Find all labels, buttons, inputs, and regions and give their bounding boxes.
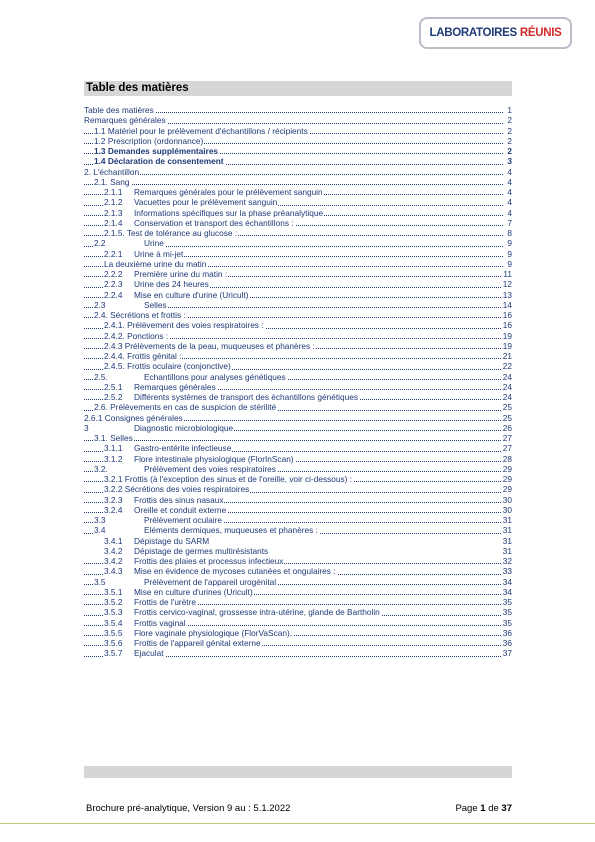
laboratoires-reunis-logo <box>419 17 572 49</box>
toc-entry-page: 19 <box>502 340 512 351</box>
toc-entry-number: 3.5 <box>94 576 106 587</box>
toc-leader-dots <box>84 440 503 441</box>
toc-entry-label <box>104 290 250 300</box>
toc-entry-page: 31 <box>502 525 512 536</box>
toc-entry-text: 2. L'échantillon <box>84 166 140 177</box>
toc-entry-page: 9 <box>507 248 512 259</box>
toc-entry-text: 2.6. Prélèvements en cas de suspicion de stérilité <box>94 402 277 413</box>
toc-entry[interactable] <box>84 300 512 310</box>
toc-entry-label <box>104 474 353 484</box>
toc-entry[interactable] <box>84 269 512 279</box>
toc-entry[interactable] <box>84 638 512 648</box>
toc-entry-page: 22 <box>502 361 512 372</box>
toc-title: Table des matières <box>86 82 189 94</box>
toc-entry-text: Frottis cervico-vaginal, grossesse intra-utérine, glande de Bartholin <box>134 607 380 618</box>
toc-entry-text: Première urine du matin : <box>134 269 228 279</box>
toc-entry-page: 14 <box>502 299 512 310</box>
toc-entry-text: Urine <box>144 238 164 249</box>
toc-entry[interactable] <box>84 351 512 361</box>
toc-entry-label <box>104 607 381 617</box>
toc-entry-page: 1 <box>507 105 512 115</box>
toc-entry-page: 29 <box>502 474 512 484</box>
toc-entry-page: 32 <box>502 556 512 566</box>
toc-entry-text: Mise en culture d'urines (Uricult) <box>134 586 253 597</box>
toc-entry-number: 2.5. <box>94 371 108 382</box>
toc-entry-label <box>104 351 182 361</box>
toc-entry-number: 3.4.2 <box>104 545 123 556</box>
toc-entry-text: 1.4 Déclaration de consentement <box>94 156 224 167</box>
toc-entry-page: 3 <box>507 156 512 167</box>
toc-entry-text: Prélèvement de l'appareil urogénital <box>144 576 277 587</box>
toc-entry-page: 11 <box>503 269 512 279</box>
toc-entry[interactable] <box>84 177 512 187</box>
toc-entry-label <box>94 177 131 187</box>
toc-entry-page: 35 <box>502 617 512 628</box>
toc-entry-text: 3.1. Selles <box>94 433 133 443</box>
toc-entry[interactable] <box>84 474 512 484</box>
footer-bar <box>84 766 512 778</box>
toc-entry-label <box>104 259 207 269</box>
toc-entry-text: Prélèvement oculaire <box>144 515 222 525</box>
toc-entry-text: 2.4.5. Frottis oculaire (conjonctive) <box>104 361 231 372</box>
toc-entry-label <box>104 566 337 576</box>
bottom-rule <box>0 823 595 824</box>
toc-entry-label <box>104 279 210 289</box>
toc-entry[interactable] <box>84 126 512 136</box>
toc-entry-number: 2.2.2 <box>104 269 123 279</box>
toc-entry[interactable] <box>84 136 512 146</box>
toc-entry-text: Mise en culture d'urine (Uricult) <box>134 289 249 300</box>
toc-entry-label <box>104 618 187 628</box>
toc-entry[interactable] <box>84 484 512 494</box>
toc-entry[interactable] <box>84 577 512 587</box>
toc-entry-number: 3.5.6 <box>104 638 123 648</box>
toc-entry-number: 3.4 <box>94 525 106 536</box>
toc-title-bar <box>84 81 512 96</box>
toc-entry-label <box>104 269 228 279</box>
toc-entry-number: 2.5.1 <box>104 381 123 392</box>
toc-entry[interactable] <box>84 156 512 166</box>
toc-entry-page: 13 <box>502 289 512 300</box>
toc-entry[interactable] <box>84 105 512 115</box>
toc-entry-page: 28 <box>502 453 512 464</box>
toc-entry[interactable] <box>84 372 512 382</box>
toc-entry-label <box>104 208 324 218</box>
toc-entry-text: Ejaculat <box>134 648 164 659</box>
toc-entry-label <box>104 228 238 238</box>
toc-entry-text: Remarques générales pour le prélèvement sanguin <box>134 187 323 197</box>
toc-entry[interactable] <box>84 525 512 535</box>
toc-entry-text: 2.6.1 Consignes générales <box>84 412 183 423</box>
toc-entry-text: Informations spécifiques sur la phase préanalytique <box>134 207 324 218</box>
toc-entry-label <box>104 546 269 556</box>
toc-entry[interactable] <box>84 402 512 412</box>
toc-entry-number: 3.5.4 <box>104 617 123 628</box>
toc-entry-number: 3.2.3 <box>104 494 123 505</box>
toc-entry[interactable] <box>84 167 512 177</box>
toc-entry[interactable] <box>84 249 512 259</box>
toc-entry-text: Prélèvement des voies respiratoires <box>144 463 276 474</box>
toc-leader-dots <box>84 174 503 175</box>
toc-entry[interactable] <box>84 515 512 525</box>
toc-entry-text: Frottis des sinus nasaux <box>134 494 224 505</box>
toc-entry-page: 21 <box>502 351 512 361</box>
toc-entry-text: Flore intestinale physiologique (FlorInScan) <box>134 453 294 464</box>
toc-entry-number: 3.4.1 <box>104 535 123 546</box>
toc-entry-page: 33 <box>502 566 512 577</box>
toc-entry-page: 4 <box>507 207 512 218</box>
toc-entry-text: 2.4.3 Prélèvements de la peau, muqueuses et phanères : <box>104 340 315 351</box>
toc-entry[interactable] <box>84 197 512 207</box>
toc-entry-number: 2.1.1 <box>104 187 123 197</box>
toc-entry-label <box>94 136 204 146</box>
toc-entry[interactable] <box>84 115 512 125</box>
toc-entry-page: 4 <box>507 197 512 208</box>
toc-entry-page: 9 <box>507 238 512 249</box>
toc-entry-text: Dépistage du SARM <box>134 535 210 546</box>
toc-entry-text: Flore vaginale physiologique (FlorVaScan). <box>134 627 293 638</box>
toc-entry-text: La deuxième urine du matin <box>104 258 207 269</box>
toc-entry-text: Urine des 24 heures <box>134 279 209 290</box>
toc-entry-page: 16 <box>502 310 512 320</box>
toc-entry-page: 36 <box>502 638 512 648</box>
toc-entry[interactable] <box>84 556 512 566</box>
toc-entry-page: 2 <box>507 115 512 126</box>
toc-entry-text: 1.3 Demandes supplémentaires <box>94 146 219 156</box>
toc-entry-label <box>104 331 169 341</box>
toc-entry[interactable] <box>84 587 512 597</box>
toc-entry[interactable] <box>84 146 512 156</box>
toc-entry-text: 1.1 Matériel pour le prélèvement d'échantillons / récipients <box>94 125 308 136</box>
toc-entry-label <box>104 218 295 228</box>
toc-entry-text: Dépistage de germes multirésistants <box>134 545 269 556</box>
toc-entry[interactable] <box>84 290 512 300</box>
toc-entry-label <box>104 454 295 464</box>
toc-entry[interactable] <box>84 341 512 351</box>
toc-entry-number: 2.2.1 <box>104 248 123 259</box>
toc-entry-label <box>104 249 184 259</box>
toc-entry[interactable] <box>84 454 512 464</box>
toc-entry[interactable] <box>84 464 512 474</box>
toc-entry[interactable] <box>84 187 512 197</box>
toc-entry-text: Diagnostic microbiologique <box>134 422 234 433</box>
toc-entry-page: 29 <box>502 463 512 474</box>
footer-page-word: Page <box>455 803 478 814</box>
toc-entry-page: 30 <box>502 504 512 515</box>
footer-of-word: de <box>488 803 499 814</box>
toc-entry-label <box>84 105 155 115</box>
toc-entry-page: 4 <box>507 176 512 187</box>
toc-entry-number: 2.2.4 <box>104 289 123 300</box>
toc-entry-label <box>94 402 277 412</box>
toc-entry[interactable] <box>84 628 512 638</box>
toc-entry-label <box>104 320 265 330</box>
toc-entry-text: 2.4.4. Frottis génital : <box>104 351 182 361</box>
toc-entry-page: 35 <box>502 607 512 618</box>
toc-entry-number: 2.1.2 <box>104 197 123 208</box>
toc-entry[interactable] <box>84 566 512 576</box>
toc-entry-number: 2.5.2 <box>104 392 123 402</box>
toc-entry-text: 2.1. Sang <box>94 176 130 187</box>
footer-page-number <box>455 803 512 814</box>
toc-entry-label <box>104 361 232 371</box>
toc-entry[interactable] <box>84 382 512 392</box>
toc-entry-label <box>94 372 287 382</box>
toc-entry-label <box>94 300 168 310</box>
toc-entry-label <box>104 392 359 402</box>
toc-entry-label <box>104 638 262 648</box>
toc-entry[interactable] <box>84 433 512 443</box>
toc-entry-page: 35 <box>502 597 512 607</box>
toc-entry-page: 31 <box>502 545 512 556</box>
toc-entry[interactable] <box>84 218 512 228</box>
toc-entry-number: 2.2 <box>94 238 106 249</box>
toc-entry[interactable] <box>84 259 512 269</box>
toc-entry[interactable] <box>84 310 512 320</box>
toc-entry-label <box>94 515 223 525</box>
toc-entry-page: 12 <box>502 279 512 290</box>
toc-entry-page: 16 <box>502 320 512 331</box>
toc-entry-page: 8 <box>507 228 512 238</box>
toc-entry[interactable] <box>84 443 512 453</box>
toc-entry-number: 3.4.2 <box>104 556 123 566</box>
toc-entry-text: Remarques générales <box>134 381 216 392</box>
toc-entry-label <box>94 310 187 320</box>
toc-entry-label <box>104 628 293 638</box>
logo-part2: RÉUNIS <box>519 27 562 39</box>
toc-entry-label <box>94 464 277 474</box>
toc-entry-label <box>104 597 197 607</box>
toc-entry-number: 3.5.5 <box>104 627 123 638</box>
toc-entry-number: 3.3 <box>94 515 106 525</box>
toc-entry-text: Vacuettes pour le prélèvement sanguin <box>134 197 278 208</box>
toc-entry-page: 7 <box>507 217 512 228</box>
toc-entry-text: 2.4.2. Ponctions : <box>104 330 169 341</box>
toc-entry-label <box>84 167 140 177</box>
toc-entry-page: 26 <box>502 422 512 433</box>
toc-entry-text: Remarques générales <box>84 115 166 126</box>
toc-entry-page: 37 <box>502 648 512 659</box>
toc-entry[interactable] <box>84 536 512 546</box>
toc-entry-text: Conservation et transport des échantillons : <box>134 217 294 228</box>
toc-entry-page: 24 <box>502 381 512 392</box>
toc-entry[interactable] <box>84 208 512 218</box>
toc-entry-text: Mise en évidence de mycoses cutanées et ongulaires : <box>134 566 336 577</box>
toc-entry-label <box>84 423 234 433</box>
toc-entry-text: Frottis de l'urètre <box>134 597 196 607</box>
toc-entry-text: Echantillons pour analyses génétiques <box>144 371 286 382</box>
toc-entry-text: 2.4. Sécrétions et frottis : <box>94 310 186 320</box>
toc-entry-label <box>94 146 219 156</box>
toc-entry-number: 3.5.3 <box>104 607 123 618</box>
toc-entry-label <box>104 443 232 453</box>
toc-entry-label <box>94 525 319 535</box>
toc-entry[interactable] <box>84 361 512 371</box>
toc-entry-page: 24 <box>502 392 512 402</box>
toc-entry-text: Frottis vaginal <box>134 617 186 628</box>
toc-entry-page: 27 <box>502 433 512 443</box>
toc-entry-number: 3.5.7 <box>104 648 123 659</box>
toc-entry[interactable] <box>84 279 512 289</box>
toc-entry-label <box>104 536 210 546</box>
toc-entry-text: 3.2.1 Frottis (à l'exception des sinus et de l'oreille, voir ci-dessous) : <box>104 474 353 484</box>
toc-entry[interactable] <box>84 648 512 658</box>
toc-entry[interactable] <box>84 597 512 607</box>
toc-entry-text: Selles <box>144 299 167 310</box>
toc-entry-label <box>104 187 324 197</box>
toc-entry-text: 2.4.1. Prélèvement des voies respiratoires : <box>104 320 264 331</box>
toc-entry-number: 3.1.2 <box>104 453 123 464</box>
toc-entry-label <box>84 115 167 125</box>
toc-entry-text: Oreille et conduit externe <box>134 504 227 515</box>
toc-entry-label <box>94 156 225 166</box>
toc-entry[interactable] <box>84 392 512 402</box>
table-of-contents <box>84 105 512 659</box>
toc-entry-text: Table des matières <box>84 105 154 115</box>
toc-entry-label <box>94 577 277 587</box>
footer-document-version: Brochure pré-analytique, Version 9 au : 5.1.2022 <box>86 803 291 814</box>
toc-entry-label <box>104 505 227 515</box>
toc-entry-label <box>104 382 217 392</box>
toc-entry-number: 2.1.3 <box>104 207 123 218</box>
toc-entry-text: Frottis des plaies et processus infectieux <box>134 556 284 566</box>
toc-entry-label <box>104 648 165 658</box>
toc-entry-label <box>104 197 278 207</box>
toc-entry-page: 4 <box>507 187 512 197</box>
toc-entry-text: Urine à mi-jet <box>134 248 184 259</box>
toc-entry-page: 2 <box>507 146 512 156</box>
toc-entry[interactable] <box>84 505 512 515</box>
toc-entry-label <box>104 495 224 505</box>
toc-entry-page: 25 <box>502 402 512 413</box>
toc-entry[interactable] <box>84 331 512 341</box>
toc-entry-label <box>94 433 134 443</box>
toc-entry-page: 24 <box>502 371 512 382</box>
toc-entry-label <box>84 413 184 423</box>
toc-entry-text: 3.2.2 Sécrétions des voies respiratoires <box>104 484 250 495</box>
logo-part1: LABORATOIRES <box>429 27 517 39</box>
toc-entry-page: 25 <box>502 412 512 423</box>
toc-entry-page: 9 <box>507 258 512 269</box>
toc-entry-label <box>104 587 254 597</box>
toc-entry-number: 2.3 <box>94 299 106 310</box>
toc-entry-page: 27 <box>502 443 512 454</box>
toc-entry[interactable] <box>84 607 512 617</box>
toc-entry-label <box>94 126 309 136</box>
toc-entry-text: Gastro-entérite infectieuse <box>134 443 232 454</box>
toc-entry-page: 36 <box>502 627 512 638</box>
toc-entry-page: 34 <box>502 586 512 597</box>
toc-entry[interactable] <box>84 228 512 238</box>
toc-entry-page: 2 <box>507 135 512 146</box>
toc-leader-dots <box>84 184 503 185</box>
toc-entry-page: 30 <box>502 494 512 505</box>
toc-entry[interactable] <box>84 495 512 505</box>
toc-entry[interactable] <box>84 618 512 628</box>
footer-total-pages: 37 <box>501 803 512 814</box>
toc-entry-page: 2 <box>507 125 512 136</box>
toc-entry[interactable] <box>84 320 512 330</box>
toc-entry-text: 2.1.5. Test de tolérance au glucose : <box>104 228 238 238</box>
toc-entry-label <box>94 238 165 248</box>
toc-entry-number: 3.4.3 <box>104 566 123 577</box>
toc-entry-label <box>104 341 316 351</box>
toc-entry-page: 34 <box>502 576 512 587</box>
toc-entry[interactable] <box>84 238 512 248</box>
toc-entry-number: 3 <box>84 422 89 433</box>
toc-entry-page: 19 <box>502 330 512 341</box>
toc-entry[interactable] <box>84 423 512 433</box>
toc-entry-text: Eléments dermiques, muqueuses et phanères : <box>144 525 318 536</box>
toc-entry-label <box>104 556 284 566</box>
toc-entry-page: 29 <box>502 484 512 495</box>
toc-entry-page: 31 <box>502 515 512 525</box>
toc-entry[interactable] <box>84 546 512 556</box>
toc-entry[interactable] <box>84 413 512 423</box>
toc-entry-label <box>104 484 250 494</box>
toc-entry-number: 3.2.4 <box>104 504 123 515</box>
footer-current-page: 1 <box>480 803 486 814</box>
toc-entry-text: Frottis de l'appareil génital externe <box>134 638 261 648</box>
toc-entry-number: 2.1.4 <box>104 217 123 228</box>
toc-entry-number: 3.5.1 <box>104 586 123 597</box>
toc-entry-number: 3.1.1 <box>104 443 123 454</box>
toc-entry-page: 4 <box>507 166 512 177</box>
toc-entry-number: 3.5.2 <box>104 597 123 607</box>
toc-entry-number: 2.2.3 <box>104 279 123 290</box>
toc-entry-page: 31 <box>502 535 512 546</box>
toc-entry-text: Différents systèmes de transport des échantillons génétiques <box>134 392 358 402</box>
toc-entry-text: 1.2 Prescription (ordonnance) <box>94 135 204 146</box>
toc-entry-number: 3.2. <box>94 463 108 474</box>
